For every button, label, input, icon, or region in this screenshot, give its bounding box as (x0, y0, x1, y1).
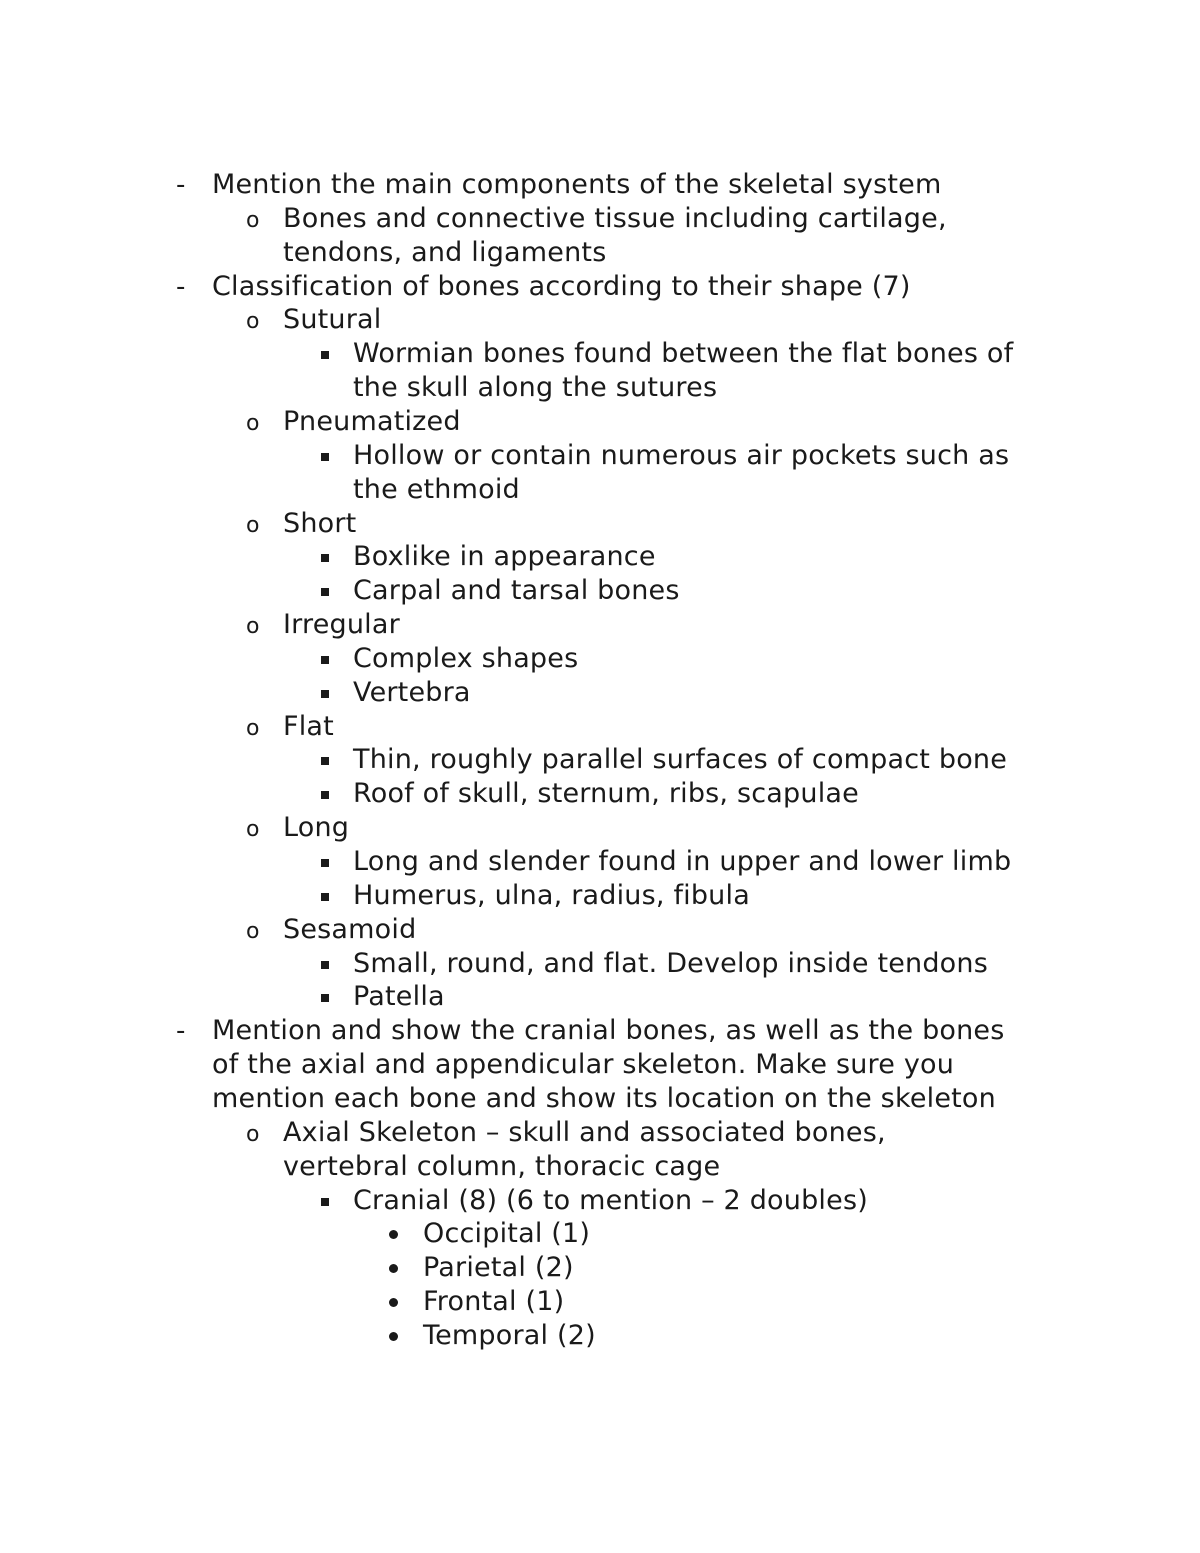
list-item-line: Occipital (1) (423, 1218, 591, 1250)
dash-bullet-icon: - (176, 170, 186, 200)
list-item-line: Classification of bones according to their shape (7) (212, 270, 911, 302)
circle-bullet-icon: o (246, 1121, 260, 1147)
square-bullet-icon (321, 994, 329, 1002)
dot-bullet-icon (389, 1264, 398, 1273)
list-item-line: Mention and show the cranial bones, as well as the bones (212, 1015, 1005, 1047)
list-item-line: Pneumatized (283, 405, 461, 437)
list-item-line: Vertebra (353, 676, 471, 708)
dash-bullet-icon: - (176, 1016, 186, 1047)
circle-bullet-icon: o (246, 817, 260, 843)
list-item-line: Complex shapes (353, 642, 579, 674)
list-item-line: Sesamoid (283, 913, 417, 945)
list-item-line: Long and slender found in upper and lower limb (353, 846, 1012, 877)
square-bullet-icon (321, 893, 329, 901)
dot-bullet-icon (389, 1298, 398, 1307)
dot-bullet-icon (389, 1230, 398, 1239)
list-item-line: the ethmoid (353, 473, 520, 505)
circle-bullet-icon: o (246, 512, 260, 538)
square-bullet-icon (321, 1198, 329, 1206)
list-item-line: Roof of skull, sternum, ribs, scapulae (353, 778, 859, 810)
square-bullet-icon (321, 656, 329, 664)
circle-bullet-icon: o (246, 410, 260, 436)
square-bullet-icon (321, 757, 329, 765)
list-item-line: Boxlike in appearance (353, 541, 656, 573)
list-item-line: Mention the main components of the skeletal system (212, 169, 942, 200)
list-item-line: Wormian bones found between the flat bones of (353, 338, 1014, 370)
dot-bullet-icon (389, 1332, 398, 1341)
list-item-line: Humerus, ulna, radius, fibula (353, 879, 750, 911)
circle-bullet-icon: o (246, 207, 260, 233)
list-item-line: Hollow or contain numerous air pockets such as (353, 439, 1010, 471)
list-item-line: Temporal (2) (423, 1319, 596, 1351)
square-bullet-icon (321, 554, 329, 562)
list-item-line: Short (283, 507, 357, 539)
list-item-line: Flat (283, 710, 334, 742)
circle-bullet-icon: o (246, 715, 260, 741)
list-item-line: vertebral column, thoracic cage (283, 1150, 721, 1182)
list-item-line: tendons, and ligaments (283, 236, 607, 268)
list-item-line: Long (283, 812, 350, 844)
square-bullet-icon (321, 859, 329, 867)
square-bullet-icon (321, 791, 329, 799)
list-item-line: mention each bone and show its location on the skeleton (212, 1082, 996, 1114)
circle-bullet-icon: o (246, 614, 260, 640)
list-item-line: Parietal (2) (423, 1252, 574, 1284)
list-item-line: Bones and connective tissue including cartilage, (283, 202, 947, 234)
list-item-line: Axial Skeleton – skull and associated bones, (283, 1116, 886, 1148)
circle-bullet-icon: o (246, 918, 260, 944)
list-item-line: Small, round, and flat. Develop inside tendons (353, 947, 988, 979)
list-item-line: Sutural (283, 304, 382, 336)
square-bullet-icon (321, 588, 329, 596)
list-item-line: Thin, roughly parallel surfaces of compact bone (353, 744, 1008, 776)
list-item-line: Frontal (1) (423, 1286, 565, 1318)
square-bullet-icon (321, 961, 329, 969)
circle-bullet-icon: o (246, 309, 260, 335)
list-item-line: Patella (353, 981, 445, 1013)
square-bullet-icon (321, 351, 329, 359)
list-item-line: Cranial (8) (6 to mention – 2 doubles) (353, 1184, 868, 1216)
list-item-line: the skull along the sutures (353, 372, 718, 404)
square-bullet-icon (321, 453, 329, 461)
square-bullet-icon (321, 690, 329, 698)
list-item-line: Irregular (283, 609, 400, 641)
list-item-line: Carpal and tarsal bones (353, 575, 680, 607)
list-item-line: of the axial and appendicular skeleton. Make sure you (212, 1049, 955, 1081)
dash-bullet-icon: - (176, 271, 186, 302)
